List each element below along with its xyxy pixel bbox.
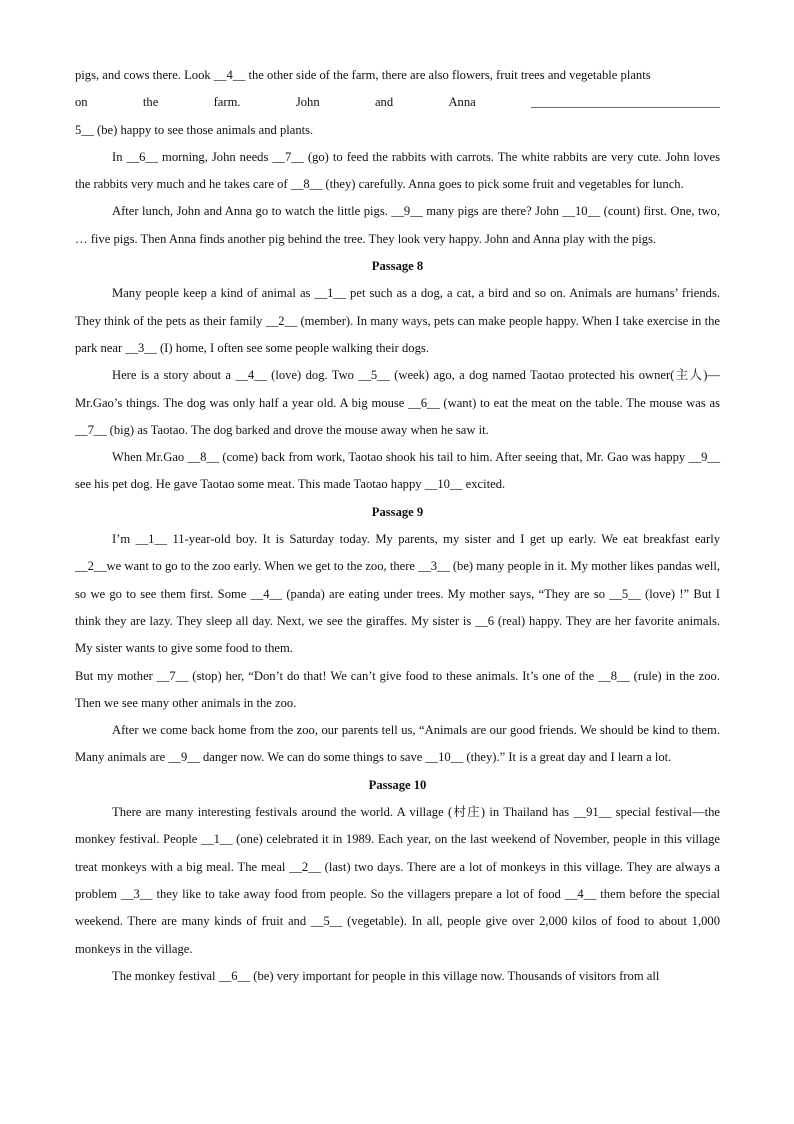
passage9-title: Passage 9: [371, 504, 424, 519]
passage10-title: Passage 10: [368, 777, 427, 792]
blank: ______________________________: [531, 95, 720, 110]
word: and: [374, 95, 394, 110]
passage7-para3: After lunch, John and Anna go to watch the little pigs. __9__ many pigs are there? John __10__ (count) first. One, two, … five pigs. Then Anna finds another pig behind the tree. They look very happy. John and Anna play with the pigs.: [75, 204, 720, 246]
passage9-para2: After we come back home from the zoo, our parents tell us, “Animals are our good friends. We should be kind to them. Many animals are __9__ danger now. We can do some things to save __10__ (they).” It is a great day and I learn a lot.: [75, 723, 720, 765]
passage8-title: Passage 8: [371, 259, 424, 274]
word: farm.: [213, 95, 241, 110]
passage8-para1: Many people keep a kind of animal as __1__ pet such as a dog, a cat, a bird and so on. Animals are humans’ friends. They think of the pets as their family __2__ (member). In many ways, pets can make people happy. When I take exercise in the park near __3__ (I) home, I often see some people walking their dogs.: [75, 286, 720, 355]
passage8-para3: When Mr.Gao __8__ (come) back from work, Taotao shook his tail to him. After seeing that, Mr. Gao was happy __9__ see his pet dog. He gave Taotao some meat. This made Taotao happy __10__ excited.: [75, 450, 720, 492]
passage7-line3: 5__ (be) happy to see those animals and plants.: [75, 122, 314, 137]
passage10-para2: The monkey festival __6__ (be) very important for people in this village now. Thousands of visitors from all: [112, 968, 660, 983]
word: on: [75, 95, 88, 110]
passage10-para1: There are many interesting festivals around the world. A village (村庄) in Thailand has __91__ special festival—the monkey festival. People __1__ (one) celebrated it in 1989. Each year, on the last weekend of November, people in this village treat monkeys with a big meal. The meal __2__ (last) two days. There are a lot of monkeys in this village. They are always a problem __3__ they like to take away food from people. So the villagers prepare a lot of food __4__ them before the special weekend. There are many kinds of fruit and __5__ (vegetable). In all, people give over 2,000 kilos of food to about 1,000 monkeys in the village.: [75, 805, 720, 956]
passage7-line2: [75, 89, 720, 116]
word: the: [142, 95, 159, 110]
passage9-para1: I’m __1__ 11-year-old boy. It is Saturday today. My parents, my sister and I get up early. We eat breakfast early __2__we want to go to the zoo early. When we get to the zoo, there __3__ (be) many people in it. My mother likes pandas well, so we go to see them first. Some __4__ (panda) are eating under trees. My mother says, “They are so __5__ (love) !” But I think they are lazy. They sleep all day. Next, we see the giraffes. My sister is __6 (real) happy. They are her favorite animals. My sister wants to give some food to them.: [75, 532, 720, 656]
word: John: [295, 95, 320, 110]
document-page: [75, 62, 720, 990]
passage9-para1-cont: But my mother __7__ (stop) her, “Don’t do that! We can’t give food to these animals. It’s one of the __8__ (rule) in the zoo. Then we see many other animals in the zoo.: [75, 668, 720, 710]
passage7-para2: In __6__ morning, John needs __7__ (go) to feed the rabbits with carrots. The white rabbits are very cute. John loves the rabbits very much and he takes care of __8__ (they) carefully. Anna goes to pick some fruit and vegetables for lunch.: [75, 149, 720, 192]
word: Anna: [448, 95, 476, 110]
passage8-para2: Here is a story about a __4__ (love) dog. Two __5__ (week) ago, a dog named Taotao protected his owner(主人)—Mr.Gao’s things. The dog was only half a year old. A big mouse __6__ (want) to eat the meat on the table. The mouse was as __7__ (big) as Taotao. The dog barked and drove the mouse away when he saw it.: [75, 368, 720, 437]
passage7-line1: pigs, and cows there. Look __4__ the other side of the farm, there are also flowers, fruit trees and vegetable plants: [75, 68, 651, 82]
